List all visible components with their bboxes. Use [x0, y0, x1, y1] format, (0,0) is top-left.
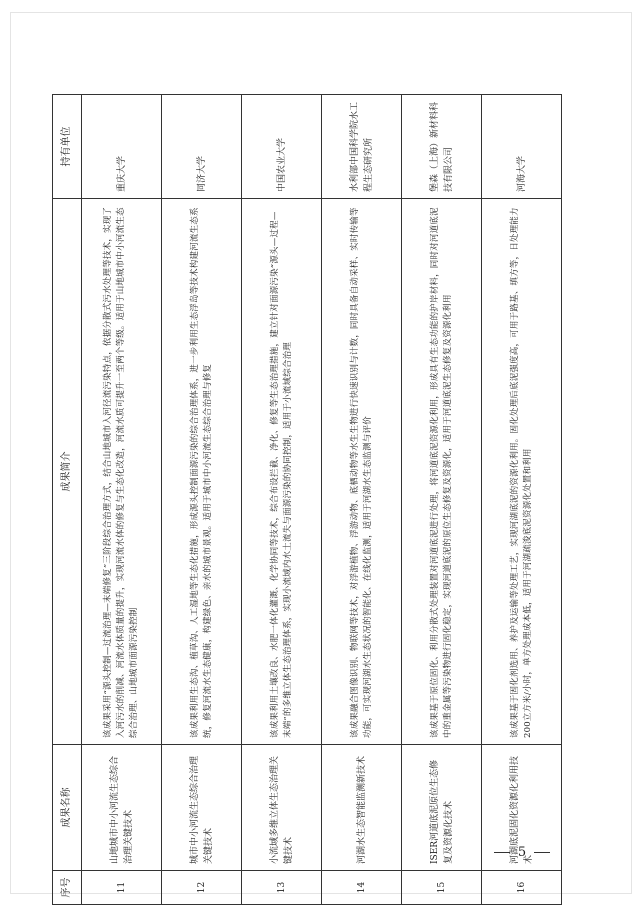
page-number-value: 5 — [517, 844, 527, 860]
row-name: 河湖底泥固化资源化利用技术 — [482, 745, 562, 871]
achievements-table — [52, 94, 562, 905]
table-row — [482, 95, 562, 905]
page-number — [492, 842, 552, 862]
row-name: 小流域多维立体生态治理关键技术 — [242, 745, 322, 871]
row-summary: 该成果利用土壤改良、水肥一体化灌溉、化学协同等技术，综合布设拦截、净化、修复等生态治理措施，建立针对面源污染“源头—过程—末端”的多维立体生态治理体系，实现小流域内水土流失与面源污染的协同控制，适用于小流域综合治理 — [242, 199, 322, 745]
row-no: 15 — [402, 871, 482, 905]
row-name: 河湖水生态智能监测新技术 — [322, 745, 402, 871]
row-unit: 河海大学 — [482, 95, 562, 199]
row-summary: 该成果基于原位固化、利用分散式处理装置对河道底泥进行处理，将河道底泥资源化利用，形成具有生态功能的护岸材料，同时对河道底泥中的重金属等污染物进行固化稳定，实现河道底泥的原位生态修复及资源化，适用于河道底泥生态修复及资源化利用 — [402, 199, 482, 745]
table-row — [322, 95, 402, 905]
row-summary: 该成果利用生态沟、植草沟、人工湿地等生态化措施，形成源头控制面源污染的综合治理体系，进一步利用生态浮岛等技术构建河流生态系统，修复河流水生态健康，构建绿色、亲水的城市景观。适用于城市中小河流生态综合治理与修复 — [162, 199, 242, 745]
rotated-table-wrapper — [52, 95, 560, 905]
row-unit: 中国农业大学 — [242, 95, 322, 199]
row-unit: 重庆大学 — [82, 95, 162, 199]
row-unit: 同济大学 — [162, 95, 242, 199]
table-row — [242, 95, 322, 905]
header-summary: 成果简介 — [53, 199, 82, 745]
table-row — [82, 95, 162, 905]
table-header-row — [53, 95, 82, 905]
row-unit: 堡森（上海）新材料科技有限公司 — [402, 95, 482, 199]
row-name: 山地城市中小河流生态综合治理关键技术 — [82, 745, 162, 871]
row-no: 12 — [162, 871, 242, 905]
row-no: 16 — [482, 871, 562, 905]
row-summary: 该成果采用“源头控制—过流治理—末端修复”三阶段综合治理方式，结合山地城市入河径流污染特点，依据分散式污水处理等技术，实现了入河污水的削减、河流水体质量的提升，实现河流水体的修复与生态化改造，河流水质可提升一至两个等级。适用于山地城市中小河流生态综合治理、山地城市面源污染控制 — [82, 199, 162, 745]
header-no: 序号 — [53, 871, 82, 905]
page-number-dash-right — [534, 852, 550, 853]
page-number-dash-left — [494, 852, 510, 853]
header-name: 成果名称 — [53, 745, 82, 871]
row-name: 城市中小河流生态综合治理关键技术 — [162, 745, 242, 871]
row-no: 14 — [322, 871, 402, 905]
table-row — [162, 95, 242, 905]
row-name: ISER河道底泥原位生态修复及资源化技术 — [402, 745, 482, 871]
row-unit: 水利部中国科学院水工程生态研究所 — [322, 95, 402, 199]
table-row — [402, 95, 482, 905]
row-no: 11 — [82, 871, 162, 905]
header-unit: 持有单位 — [53, 95, 82, 199]
row-no: 13 — [242, 871, 322, 905]
row-summary: 该成果基于固化剂选用、养护及运输等处理工艺，实现河湖底泥的资源化利用。固化处理后底泥强度高，可用于路基、填方等，日处理能力200立方米/小时，单方处理成本低，适用于河湖疏浚底泥资源化处置和利用 — [482, 199, 562, 745]
row-summary: 该成果融合图像识别、物联网等技术，对浮游植物、浮游动物、底栖动物等水生生物进行快速识别与计数，同时具备自动采样、实时传输等功能，可实现河湖水生态状况的智能化、在线化监测，适用于河湖水生态监测与评价 — [322, 199, 402, 745]
